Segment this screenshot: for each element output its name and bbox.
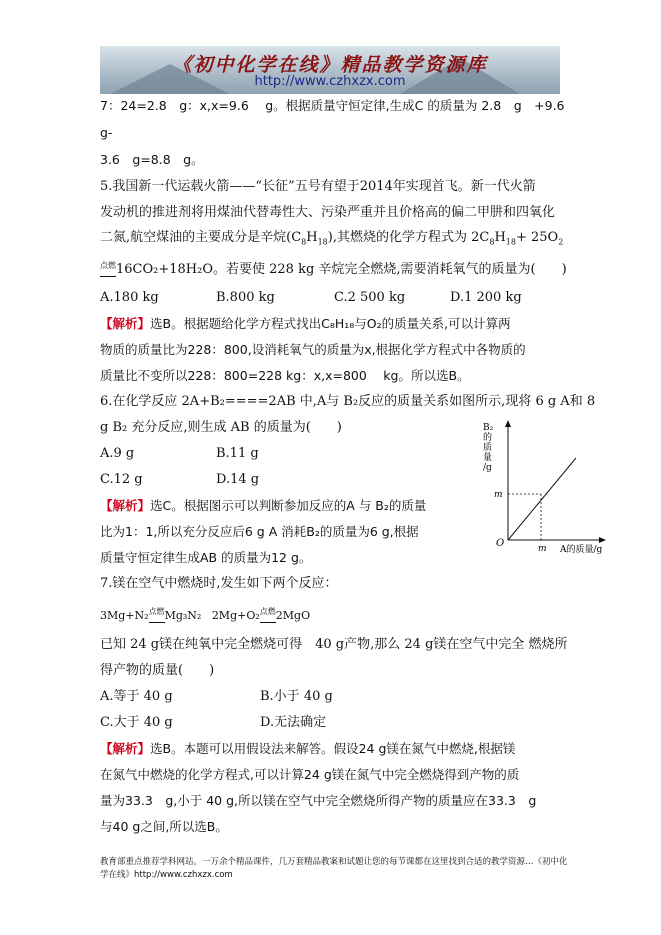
text-fragment: 选B。根据题给化学方程式找出C₈H₁₈与O₂的质量关系,可以计算两 [150, 316, 511, 331]
x-label: A的质量/g [560, 545, 603, 555]
option-d[interactable]: D.1 200 kg [450, 290, 522, 305]
equation-right: 2MgO [275, 609, 311, 622]
reaction-condition: 点燃 [100, 257, 116, 275]
question-7-line: 得产物的质量( ) [100, 663, 215, 678]
text-line: 7：24=2.8 g：x,x=9.6 g。根据质量守恒定律,生成C 的质量为 2.8 g +9.6 [100, 98, 565, 113]
text-fragment: H [494, 230, 506, 245]
answer-6-line: 质量守恒定律生成AB 的质量为12 g。 [100, 550, 312, 565]
answer-7-line: 与40 g之间,所以选B。 [100, 819, 228, 834]
subscript: 8 [489, 237, 495, 247]
question-6-line: g B₂ 充分反应,则生成 AB 的质量为( ) [100, 420, 342, 435]
text-fragment: 二氮,航空煤油的主要成分是辛烷(C [100, 230, 302, 245]
option-c[interactable]: C.12 g [100, 472, 143, 487]
equation-left: 3Mg+N₂ [100, 609, 149, 622]
answer-6-line [100, 497, 426, 515]
y-label: /g [483, 463, 492, 473]
banner-title: 《初中化学在线》精品教学资源库 [172, 54, 488, 76]
proportion-line [508, 458, 576, 540]
banner-url: http://www.czhxzx.com [254, 74, 406, 89]
option-b[interactable]: B.小于 40 g [260, 689, 333, 704]
header-banner [100, 46, 560, 94]
subscript: 18 [317, 237, 328, 247]
question-5-line: 5.我国新一代运载火箭——“长征”五号有望于2014年实现首飞。新一代火箭 [100, 179, 536, 194]
question-5-line [100, 229, 563, 252]
text-fragment: H [306, 230, 318, 245]
equation-right: Mg₃N₂ [164, 609, 202, 622]
equation-left: 2Mg+O₂ [211, 609, 260, 622]
option-a[interactable]: A.9 g [100, 446, 135, 461]
question-5-line [100, 257, 567, 279]
option-d[interactable]: D.14 g [216, 472, 260, 487]
analysis-label: 【解析】 [100, 498, 151, 513]
question-7-equations [100, 603, 310, 625]
reaction-condition: 点燃 [260, 603, 276, 621]
text-fragment: 选B。本题可以用假设法来解答。假设24 g镁在氮气中燃烧,根据镁 [150, 741, 516, 756]
x-tick-label: m [538, 544, 547, 554]
option-c[interactable]: C.大于 40 g [100, 715, 173, 730]
text-line: g- [100, 125, 113, 140]
text-fragment: + 25O [515, 230, 559, 245]
answer-5-line: 质量比不变所以228：800=228 kg：x,x=800 kg。所以选B。 [100, 368, 470, 383]
text-line: 3.6 g=8.8 g。 [100, 152, 204, 167]
y-axis-arrow [505, 420, 511, 427]
subscript: 18 [505, 237, 516, 247]
x-axis-arrow [599, 537, 606, 543]
reaction-condition: 点燃 [149, 603, 165, 621]
y-tick-label: m [494, 490, 503, 500]
question-6-line: 6.在化学反应 2A+B₂====2AB 中,A与 B₂反应的质量关系如图所示,现将 6 g A和 8 [100, 394, 596, 409]
text-fragment: ),其燃烧的化学方程式为 2C [327, 230, 490, 245]
subscript: 2 [558, 237, 564, 247]
analysis-label: 【解析】 [100, 316, 151, 331]
option-c[interactable]: C.2 500 kg [334, 290, 406, 305]
origin-label: O [496, 538, 505, 549]
answer-7-line [100, 740, 515, 758]
y-label: 量 [483, 453, 493, 463]
option-a[interactable]: A.等于 40 g [100, 689, 173, 704]
answer-5-line: 物质的质量比为228：800,设消耗氧气的质量为x,根据化学方程式中各物质的 [100, 342, 526, 357]
option-d[interactable]: D.无法确定 [260, 715, 327, 730]
option-b[interactable]: B.11 g [216, 446, 259, 461]
y-label: B₂ [483, 423, 494, 433]
answer-7-line: 量为33.3 g,小于 40 g,所以镁在空气中完全燃烧所得产物的质量应在33.3 g [100, 793, 537, 808]
y-label: 质 [483, 443, 493, 453]
page-footer: 教育部重点推荐学科网站。一万余个精品课件，几万套精品教案和试题让您的每节课都在这里找到合适的教学资源…《初中化学在线》http://www.czhxzx.com [100, 857, 568, 880]
option-a[interactable]: A.180 kg [100, 290, 159, 305]
question-5-line: 发动机的推进剂将用煤油代替毒性大、污染严重并且价格高的偏二甲肼和四氧化 [100, 205, 556, 220]
text-fragment: 选C。根据图示可以判断参加反应的A 与 B₂的质量 [150, 498, 427, 513]
y-label: 的 [483, 433, 493, 443]
analysis-label: 【解析】 [100, 741, 151, 756]
question-7-line: 已知 24 g镁在纯氧中完全燃烧可得 40 g产物,那么 24 g镁在空气中完全 燃烧所 [100, 637, 568, 652]
answer-7-line: 在氮气中燃烧的化学方程式,可以计算24 g镁在氮气中完全燃烧得到产物的质 [100, 767, 520, 782]
mass-relation-graph [478, 418, 628, 556]
answer-6-line: 比为1：1,所以充分反应后6 g A 消耗B₂的质量为6 g,根据 [100, 524, 419, 539]
answer-5-line [100, 315, 511, 333]
text-fragment: 16CO₂+18H₂O。若要使 228 kg 辛烷完全燃烧,需要消耗氧气的质量为( ) [116, 262, 567, 277]
question-7-line: 7.镁在空气中燃烧时,发生如下两个反应： [100, 576, 338, 591]
option-b[interactable]: B.800 kg [216, 290, 275, 305]
subscript: 8 [301, 237, 307, 247]
